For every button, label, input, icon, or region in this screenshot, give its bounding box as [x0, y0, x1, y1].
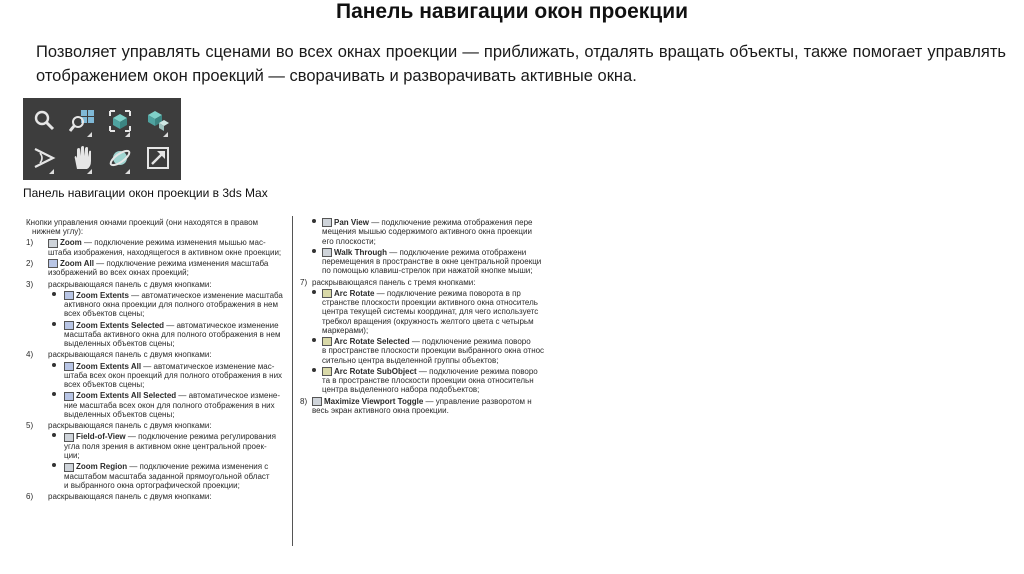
zoom-extents-icon[interactable] — [105, 106, 135, 136]
bullet — [52, 363, 56, 367]
list-item: 5) раскрывающаяся панель с двумя кнопками: — [26, 421, 212, 431]
pan-hand-icon — [322, 218, 332, 227]
list-item: Zoom Extents All — автоматическое изменение мас- штаба всех окон проекций для полного отображения в них всех объектов сцены; — [26, 362, 288, 390]
arc-rotate-icon — [322, 289, 332, 298]
list-item: Zoom Extents — автоматическое изменение масштаба активного окна проекции для полного отображения в нем всех объектов сцены; — [26, 291, 288, 319]
flyout-indicator — [49, 169, 54, 174]
viewport-navigation-toolbar — [23, 98, 181, 180]
list-item: 8) Maximize Viewport Toggle — управление разворотом н весь экран активного окна проекции. — [300, 396, 532, 415]
bullet — [312, 249, 316, 253]
list-item: 4) раскрывающаяся панель с двумя кнопками: — [26, 350, 212, 360]
bullet — [52, 463, 56, 467]
scanned-text-left-column — [26, 218, 288, 503]
bullet — [52, 322, 56, 326]
list-item: Arc Rotate Selected — подключение режима поворо в пространстве плоскости проекции выбранного окна относ сительно центра выделенной группы объектов; — [300, 337, 555, 365]
field-of-view-icon[interactable] — [29, 143, 59, 173]
flyout-indicator — [163, 132, 168, 137]
flyout-indicator — [125, 169, 130, 174]
figure-caption: Панель навигации окон проекции в 3ds Max — [23, 186, 268, 200]
scanned-text-right-column — [300, 218, 555, 417]
zoom-region-icon — [64, 463, 74, 472]
zoom-all-icon — [48, 259, 58, 268]
zoom-all-icon[interactable] — [67, 106, 97, 136]
list-item: Walk Through — подключение режима отображени перемещения в пространстве в окне центральной проекци по помощью клавиш-стрелок при нажатой кнопке мыши; — [300, 248, 555, 276]
list-item: Arc Rotate — подключение режима поворота в пр странстве плоскости проекции активного окна относитель центра текущей системы координат, для чего используетс требкол вращения (окружность желтого цвета с четырьм маркерами); — [300, 289, 555, 335]
pan-hand-icon[interactable] — [67, 143, 97, 173]
bullet — [312, 219, 316, 223]
doc-intro: Кнопки управления окнами проекций (они находятся в правом нижнем углу): — [26, 218, 259, 237]
bullet — [52, 292, 56, 296]
zoom-extents-all-selected-icon — [64, 392, 74, 401]
zoom-extents-all-icon — [64, 362, 74, 371]
arc-rotate-selected-icon — [322, 337, 332, 346]
zoom-icon — [48, 239, 58, 248]
bullet — [312, 338, 316, 342]
list-item: 2) Zoom All — подключение режима изменения масштаба изображений во всех окнах проекций; — [26, 259, 269, 278]
orbit-icon[interactable] — [105, 143, 135, 173]
list-item: Zoom Extents Selected — автоматическое изменение масштаба активного окна для полного отображения в нем выделенных объектов сцены; — [26, 321, 288, 349]
walk-through-icon — [322, 248, 332, 257]
column-divider — [292, 216, 293, 546]
intro-paragraph: Позволяет управлять сценами во всех окнах проекции — приближать, отдалять вращать объекты, также помогает управлять отображением окон проекций — сворачивать и разворачивать активные окна. — [36, 43, 1006, 85]
maximize-toggle-icon — [312, 397, 322, 406]
bullet — [312, 368, 316, 372]
bullet — [52, 392, 56, 396]
flyout-indicator — [87, 169, 92, 174]
list-item: Zoom Region — подключение режима изменения с масштабом масштаба заданной прямоугольной област и выбранного окна ортографической проекции; — [26, 462, 288, 490]
bullet — [312, 290, 316, 294]
zoom-extents-selected-icon — [64, 321, 74, 330]
flyout-indicator — [125, 132, 130, 137]
flyout-indicator — [87, 132, 92, 137]
bullet — [52, 433, 56, 437]
list-item: Pan View — подключение режима отображения пере мещения мышью содержимого активного окна проекции его плоскости; — [300, 218, 555, 246]
list-item: Zoom Extents All Selected — автоматическое измене- ние масштаба всех окон для полного отображения в них выделенных объектов сцены; — [26, 391, 288, 419]
maximize-toggle-icon[interactable] — [143, 143, 173, 173]
arc-rotate-subobject-icon — [322, 367, 332, 376]
zoom-extents-icon — [64, 291, 74, 300]
list-item: Field-of-View — подключение режима регулирования угла поля зрения в активном окне центральной проек- ции; — [26, 432, 288, 460]
list-item: 3) раскрывающаяся панель с двумя кнопками: — [26, 279, 212, 289]
list-item: 1) Zoom — подключение режима изменения мышью мас- штаба изображения, находящегося в активном окне проекции; — [26, 238, 282, 257]
field-of-view-icon — [64, 433, 74, 442]
list-item: 6) раскрывающаяся панель с двумя кнопками: — [26, 491, 212, 501]
page-title: Панель навигации окон проекции — [335, 0, 689, 23]
list-item: 7) раскрывающаяся панель с тремя кнопками: — [300, 277, 476, 287]
zoom-icon[interactable] — [29, 106, 59, 136]
zoom-extents-all-icon[interactable] — [143, 106, 173, 136]
list-item: Arc Rotate SubObject — подключение режима поворо та в пространстве плоскости проекции окна относительн центра выделенного набора подобъектов; — [300, 367, 555, 395]
